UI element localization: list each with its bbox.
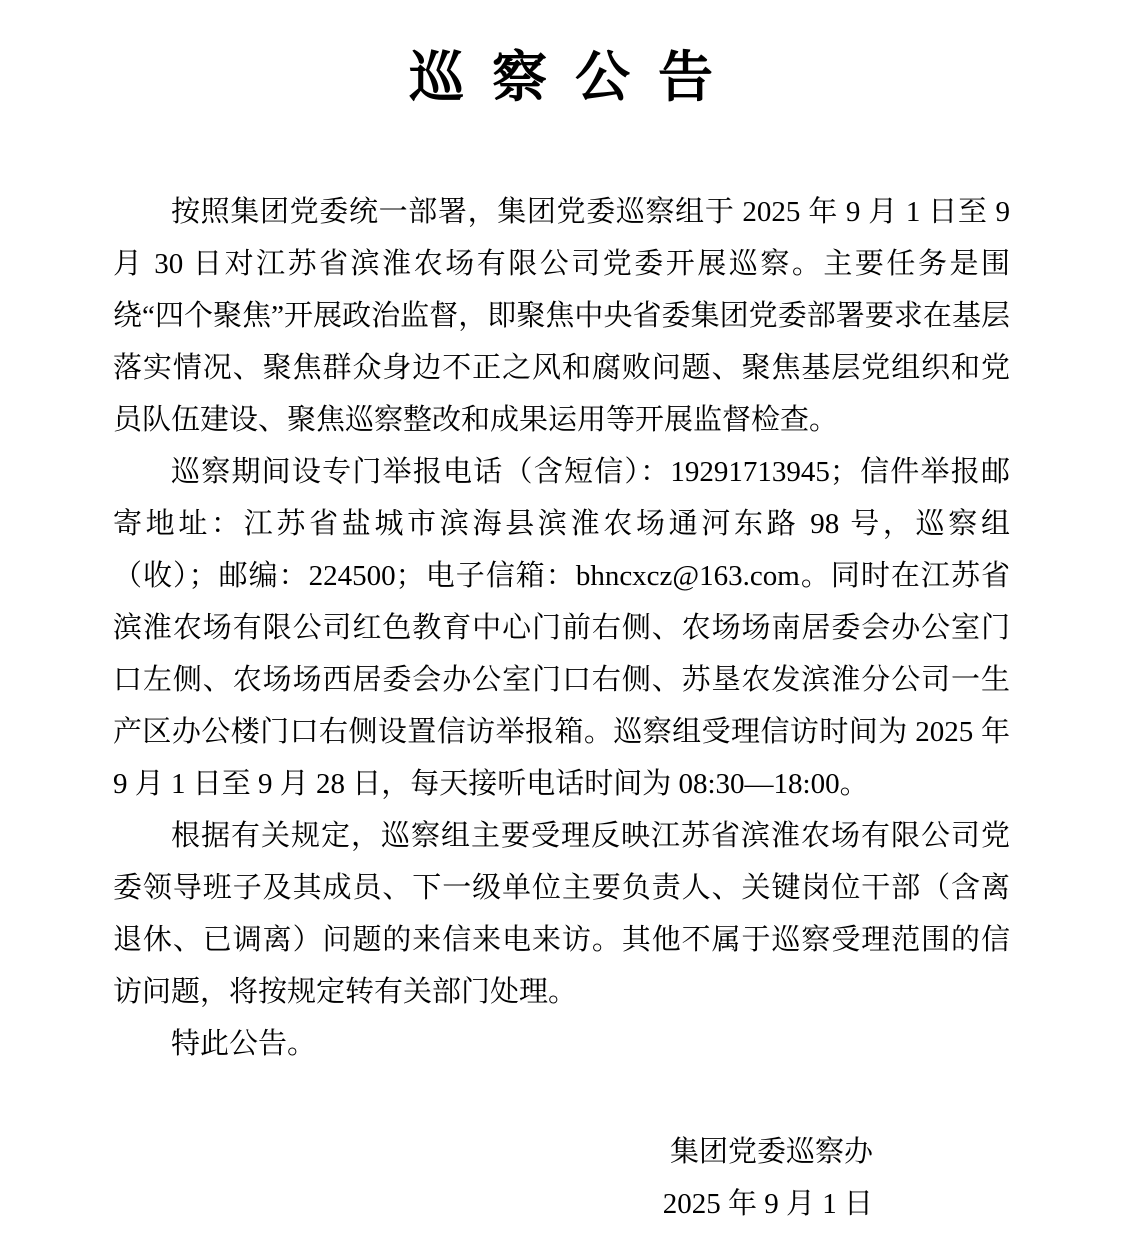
signature-block — [0, 1126, 1122, 1230]
signature-signer: 集团党委巡察办 — [669, 1136, 873, 1168]
signature-date: 2025 年 9 月 1 日 — [662, 1188, 873, 1220]
paragraph-acceptance-scope: 根据有关规定，巡察组主要受理反映江苏省滨淮农场有限公司党委领导班子及其成员、下一级单位主要负责人、关键岗位干部（含离退休、已调离）问题的来信来电来访。其他不属于巡察受理范围的信访问题，将按规定转有关部门处理。 — [113, 820, 1010, 1008]
paragraph-inspection-overview: 按照集团党委统一部署，集团党委巡察组于 2025 年 9 月 1 日至 9 月 30 日对江苏省滨淮农场有限公司党委开展巡察。主要任务是围绕“四个聚焦”开展政治监督，即聚焦中央省委集团党委部署要求在基层落实情况、聚焦群众身边不正之风和腐败问题、聚焦基层党组织和党员队伍建设、聚焦巡察整改和成果运用等开展监督检查。 — [113, 196, 1010, 436]
announcement-body — [113, 186, 1010, 1070]
page-title: 巡察公告 — [408, 47, 741, 108]
paragraph-closing: 特此公告。 — [171, 1028, 317, 1060]
paragraph-contact-info: 巡察期间设专门举报电话（含短信）：19291713945；信件举报邮寄地址：江苏省盐城市滨海县滨淮农场通河东路 98 号，巡察组（收）；邮编：224500；电子信箱：bhncxcz@163.com。同时在江苏省滨淮农场有限公司红色教育中心门前右侧、农场场南居委会办公室门口左侧、农场场西居委会办公室门口右侧、苏垦农发滨淮分公司一生产区办公楼门口右侧设置信访举报箱。巡察组受理信访时间为 2025 年 9 月 1 日至 9 月 28 日，每天接听电话时间为 08:30—18:00。 — [113, 456, 1010, 800]
